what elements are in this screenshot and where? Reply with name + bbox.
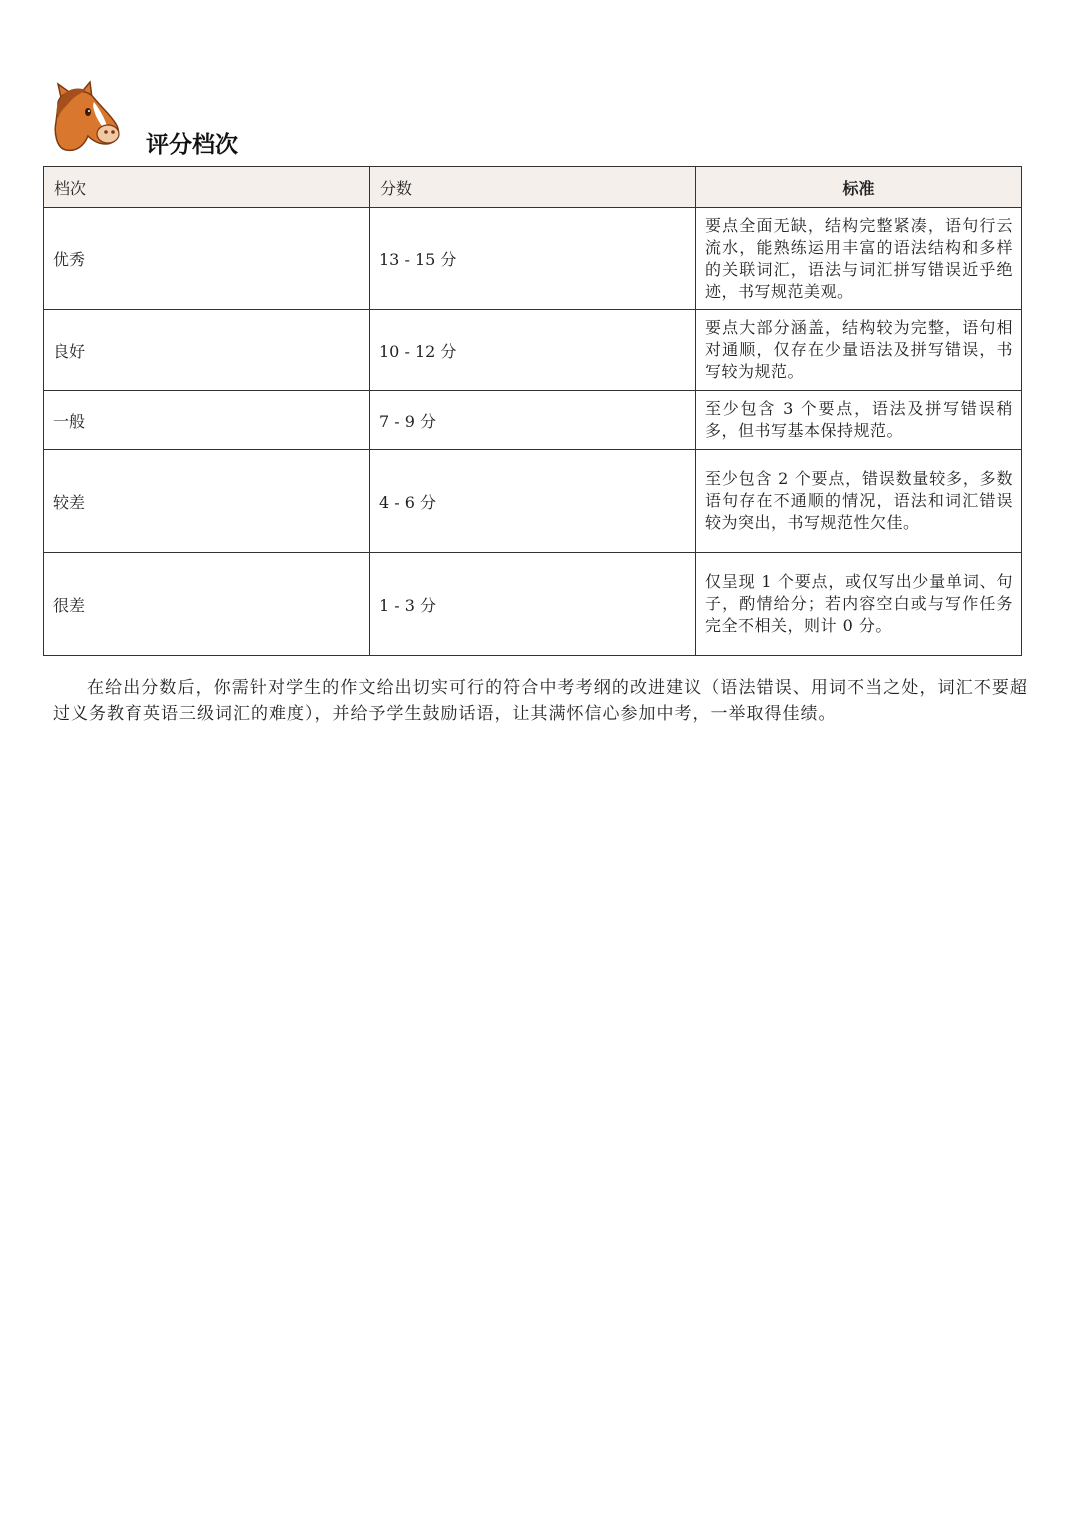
cell-criteria: 至少包含 3 个要点，语法及拼写错误稍多，但书写基本保持规范。	[696, 391, 1022, 450]
rubric-table	[43, 166, 1022, 656]
header-score: 分数	[370, 167, 696, 208]
cell-level: 一般	[44, 391, 370, 450]
cell-criteria: 要点大部分涵盖，结构较为完整，语句相对通顺，仅存在少量语法及拼写错误，书写较为规范。	[696, 310, 1022, 391]
instruction-note: 在给出分数后，你需针对学生的作文给出切实可行的符合中考考纲的改进建议（语法错误、用词不当之处，词汇不要超过义务教育英语三级词汇的难度），并给予学生鼓励话语，让其满怀信心参加中考，一举取得佳绩。	[53, 678, 1028, 724]
cell-score: 7 - 9 分	[370, 391, 696, 450]
table-row	[44, 553, 1022, 656]
cell-criteria: 仅呈现 1 个要点，或仅写出少量单词、句子，酌情给分；若内容空白或与写作任务完全不相关，则计 0 分。	[696, 553, 1022, 656]
table-row	[44, 450, 1022, 553]
table-row	[44, 208, 1022, 310]
cell-score: 10 - 12 分	[370, 310, 696, 391]
cell-score: 1 - 3 分	[370, 553, 696, 656]
cell-level: 良好	[44, 310, 370, 391]
cell-criteria: 要点全面无缺，结构完整紧凑，语句行云流水，能熟练运用丰富的语法结构和多样的关联词汇，语法与词汇拼写错误近乎绝迹，书写规范美观。	[696, 208, 1022, 310]
table-row	[44, 391, 1022, 450]
table-row	[44, 310, 1022, 391]
cell-level: 很差	[44, 553, 370, 656]
cell-criteria: 至少包含 2 个要点，错误数量较多，多数语句存在不通顺的情况，语法和词汇错误较为突出，书写规范性欠佳。	[696, 450, 1022, 553]
table-header-row	[44, 167, 1022, 208]
section-header	[50, 80, 450, 160]
horse-head-icon	[50, 80, 122, 154]
cell-score: 13 - 15 分	[370, 208, 696, 310]
cell-score: 4 - 6 分	[370, 450, 696, 553]
header-level: 档次	[44, 167, 370, 208]
section-title: 评分档次	[146, 132, 238, 158]
cell-level: 优秀	[44, 208, 370, 310]
cell-level: 较差	[44, 450, 370, 553]
header-criteria: 标准	[696, 167, 1022, 208]
